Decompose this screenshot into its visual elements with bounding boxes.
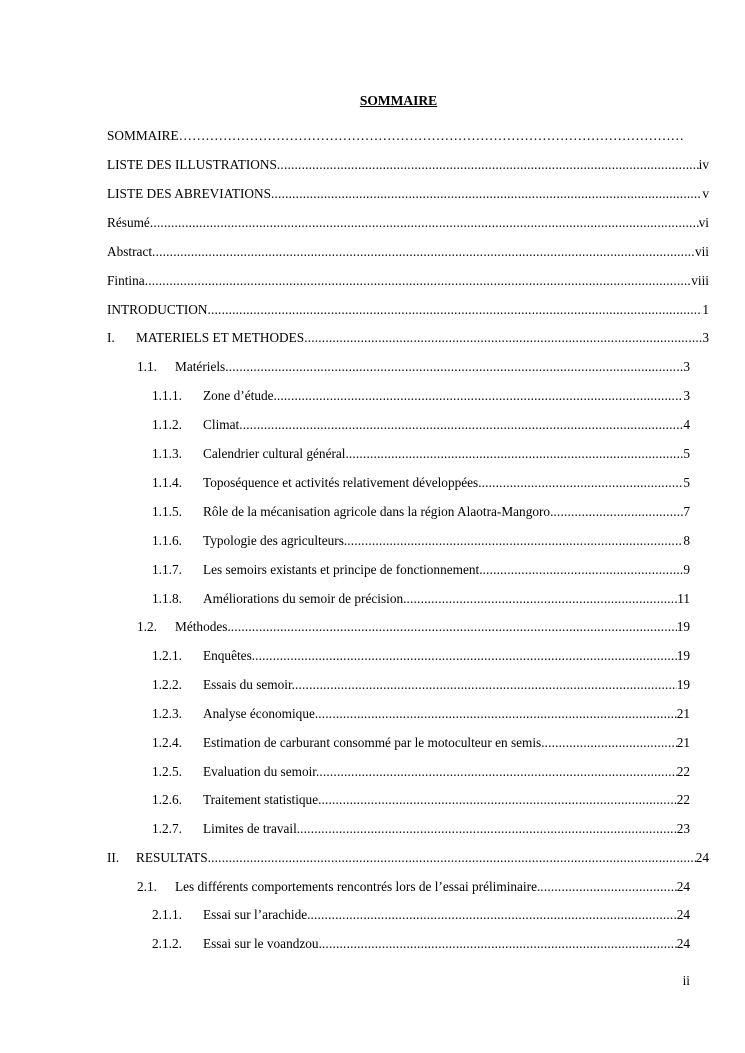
toc-label: Fintina bbox=[107, 273, 145, 288]
toc-page: 19 bbox=[676, 677, 690, 692]
toc-leader bbox=[540, 878, 676, 896]
toc-entry-liste-abreviations[interactable] bbox=[107, 185, 709, 203]
toc-number: 1.1.2. bbox=[152, 417, 182, 432]
toc-entry-liste-illustrations[interactable] bbox=[107, 156, 709, 174]
toc-page: 24 bbox=[676, 907, 690, 922]
toc-number: 1.1.4. bbox=[152, 475, 182, 490]
toc-leader bbox=[207, 301, 702, 319]
toc-number: 1.1.8. bbox=[152, 591, 182, 606]
toc-entry-resume[interactable] bbox=[107, 214, 709, 232]
toc-leader bbox=[152, 243, 695, 261]
toc-label: Zone d’étude. bbox=[203, 388, 277, 403]
toc-entry-fintina[interactable] bbox=[107, 272, 709, 290]
toc-label: Enquêtes. bbox=[203, 648, 256, 663]
toc-leader bbox=[225, 358, 683, 376]
toc-entry-semoirs-existants[interactable] bbox=[152, 561, 690, 579]
toc-entry-toposequence[interactable] bbox=[152, 474, 690, 492]
toc-number: 1.2.3. bbox=[152, 706, 182, 721]
toc-entry-essai-arachide[interactable] bbox=[152, 906, 690, 924]
toc-label: Méthodes. bbox=[175, 619, 231, 634]
toc-entry-materiels[interactable] bbox=[137, 358, 690, 376]
toc-leader bbox=[553, 503, 683, 521]
toc-number: 1.1.3. bbox=[152, 446, 182, 461]
toc-page: vi bbox=[698, 215, 709, 230]
toc-entry-climat[interactable] bbox=[152, 416, 690, 434]
toc-page: viii bbox=[691, 273, 709, 288]
toc-page: 19 bbox=[676, 648, 690, 663]
toc-label: Analyse économique. bbox=[203, 706, 319, 721]
toc-number: 1.2.7. bbox=[152, 821, 182, 836]
toc-page: 5 bbox=[683, 475, 690, 490]
toc-number: 1.1.1. bbox=[152, 388, 182, 403]
toc-entry-essais-semoir[interactable] bbox=[152, 676, 690, 694]
toc-number: 1.2.2. bbox=[152, 677, 182, 692]
toc-leader bbox=[321, 791, 676, 809]
toc-page: v bbox=[702, 186, 709, 201]
toc-label: SOMMAIRE bbox=[107, 128, 179, 143]
toc-page: 8 bbox=[683, 533, 690, 548]
toc-entry-role-mecanisation[interactable] bbox=[152, 503, 690, 521]
toc-page: 11 bbox=[677, 591, 690, 606]
toc-leader bbox=[255, 647, 677, 665]
toc-label: Améliorations du semoir de précision. bbox=[203, 591, 407, 606]
toc-label: Climat bbox=[203, 417, 240, 432]
toc-label: Abstract bbox=[107, 244, 153, 259]
toc-number: 1.1. bbox=[137, 359, 157, 374]
page-title: SOMMAIRE bbox=[359, 93, 438, 108]
toc-leader bbox=[231, 618, 677, 636]
toc-page: 21 bbox=[676, 735, 690, 750]
toc-leader bbox=[300, 820, 677, 838]
toc-page: 19 bbox=[676, 619, 690, 634]
toc-page: 24 bbox=[676, 936, 690, 951]
toc-page: 7 bbox=[683, 504, 690, 519]
toc-leader bbox=[482, 474, 684, 492]
toc-label: LISTE DES ABREVIATIONS bbox=[107, 186, 271, 201]
toc-leader bbox=[239, 416, 683, 434]
toc-leader bbox=[277, 387, 684, 405]
toc-label: Traitement statistique. bbox=[203, 792, 322, 807]
toc-entry-evaluation-semoir[interactable] bbox=[152, 763, 690, 781]
toc-number: 2.1.1. bbox=[152, 907, 182, 922]
toc-entry-traitement-statistique[interactable] bbox=[152, 791, 690, 809]
toc-entry-essai-voandzou[interactable] bbox=[152, 935, 690, 953]
toc-leader bbox=[271, 185, 702, 203]
toc-page: 22 bbox=[676, 764, 690, 779]
toc-number: 1.2.6. bbox=[152, 792, 182, 807]
toc-label: Résumé bbox=[107, 215, 150, 230]
toc-entry-ameliorations[interactable] bbox=[152, 590, 690, 608]
toc-number: 2.1.2. bbox=[152, 936, 182, 951]
toc-label: Evaluation du semoir. bbox=[203, 764, 320, 779]
toc-label: Typologie des agriculteurs. bbox=[203, 533, 348, 548]
toc-number: II. bbox=[107, 850, 120, 865]
toc-entry-calendrier[interactable] bbox=[152, 445, 690, 463]
toc-number: 1.2. bbox=[137, 619, 157, 634]
toc-leader bbox=[277, 156, 699, 174]
toc-page: 22 bbox=[676, 792, 690, 807]
toc-entry-abstract[interactable] bbox=[107, 243, 709, 261]
toc-entry-comportements[interactable] bbox=[137, 878, 690, 896]
toc-entry-methodes[interactable] bbox=[137, 618, 690, 636]
toc-page: 3 bbox=[683, 359, 690, 374]
toc-entry-estimation-carburant[interactable] bbox=[152, 734, 690, 752]
toc-label: LISTE DES ILLUSTRATIONS bbox=[107, 157, 277, 172]
toc-entry-enquetes[interactable] bbox=[152, 647, 690, 665]
toc-leader bbox=[304, 329, 702, 347]
toc-leader bbox=[545, 734, 677, 752]
toc-leader bbox=[347, 532, 683, 550]
toc-entry-sommaire[interactable] bbox=[107, 127, 685, 145]
toc-entry-introduction[interactable] bbox=[107, 301, 709, 319]
toc-label: Les semoirs existants et principe de fonctionnement. bbox=[203, 562, 483, 577]
toc-entry-limites-travail[interactable] bbox=[152, 820, 690, 838]
toc-entry-materiels-methodes[interactable] bbox=[107, 329, 709, 347]
toc-label: Essais du semoir. bbox=[203, 677, 295, 692]
toc-label: Calendrier cultural général. bbox=[203, 446, 349, 461]
toc-label: Essai sur le voandzou. bbox=[203, 936, 322, 951]
toc-page: 24 bbox=[695, 850, 709, 865]
toc-page: 21 bbox=[676, 706, 690, 721]
toc-label: Les différents comportements rencontrés lors de l’essai préliminaire. bbox=[175, 879, 541, 894]
toc-leader bbox=[310, 906, 676, 924]
toc-entry-analyse-economique[interactable] bbox=[152, 705, 690, 723]
toc-leader bbox=[483, 561, 684, 579]
toc-label: Estimation de carburant consommé par le motoculteur en semis. bbox=[203, 735, 545, 750]
toc-page: iv bbox=[698, 157, 709, 172]
toc-label: Toposéquence et activités relativement développées. bbox=[203, 475, 482, 490]
toc-number: 1.1.6. bbox=[152, 533, 182, 548]
toc-page: 1 bbox=[702, 302, 709, 317]
toc-page: 24 bbox=[676, 879, 690, 894]
toc-number: 1.2.5. bbox=[152, 764, 182, 779]
toc-number: 1.1.7. bbox=[152, 562, 182, 577]
toc-label: INTRODUCTION bbox=[107, 302, 208, 317]
toc-label: Rôle de la mécanisation agricole dans la région Alaotra-Mangoro. bbox=[203, 504, 554, 519]
toc-label: Matériels bbox=[175, 359, 226, 374]
toc-leader bbox=[319, 763, 676, 781]
toc-number: 1.2.1. bbox=[152, 648, 182, 663]
toc-page: 4 bbox=[683, 417, 690, 432]
toc-leader bbox=[406, 590, 677, 608]
toc-page: 3 bbox=[683, 388, 690, 403]
toc-leader bbox=[208, 849, 696, 867]
toc-page: vii bbox=[694, 244, 709, 259]
toc-entry-typologie[interactable] bbox=[152, 532, 690, 550]
toc-leader bbox=[349, 445, 684, 463]
toc-label: Limites de travail. bbox=[203, 821, 301, 836]
toc-page: 5 bbox=[683, 446, 690, 461]
toc-leader bbox=[318, 705, 676, 723]
toc-entry-zone-etude[interactable] bbox=[152, 387, 690, 405]
toc-number: 1.2.4. bbox=[152, 735, 182, 750]
toc-number: 1.1.5. bbox=[152, 504, 182, 519]
toc-entry-resultats[interactable] bbox=[107, 849, 709, 867]
toc-leader bbox=[150, 214, 699, 232]
toc-leader bbox=[145, 272, 692, 290]
toc-page: 9 bbox=[683, 562, 690, 577]
toc-number: I. bbox=[107, 330, 115, 345]
page-number: ii bbox=[682, 973, 690, 988]
toc-page: 23 bbox=[676, 821, 690, 836]
toc-label: Essai sur l’arachide. bbox=[203, 907, 311, 922]
toc-leader bbox=[179, 127, 685, 145]
toc-leader bbox=[322, 935, 677, 953]
toc-number: 2.1. bbox=[137, 879, 157, 894]
toc-leader bbox=[295, 676, 677, 694]
toc-label: RESULTATS bbox=[136, 850, 208, 865]
toc-page: 3 bbox=[702, 330, 709, 345]
toc-label: MATERIELS ET METHODES bbox=[136, 330, 305, 345]
